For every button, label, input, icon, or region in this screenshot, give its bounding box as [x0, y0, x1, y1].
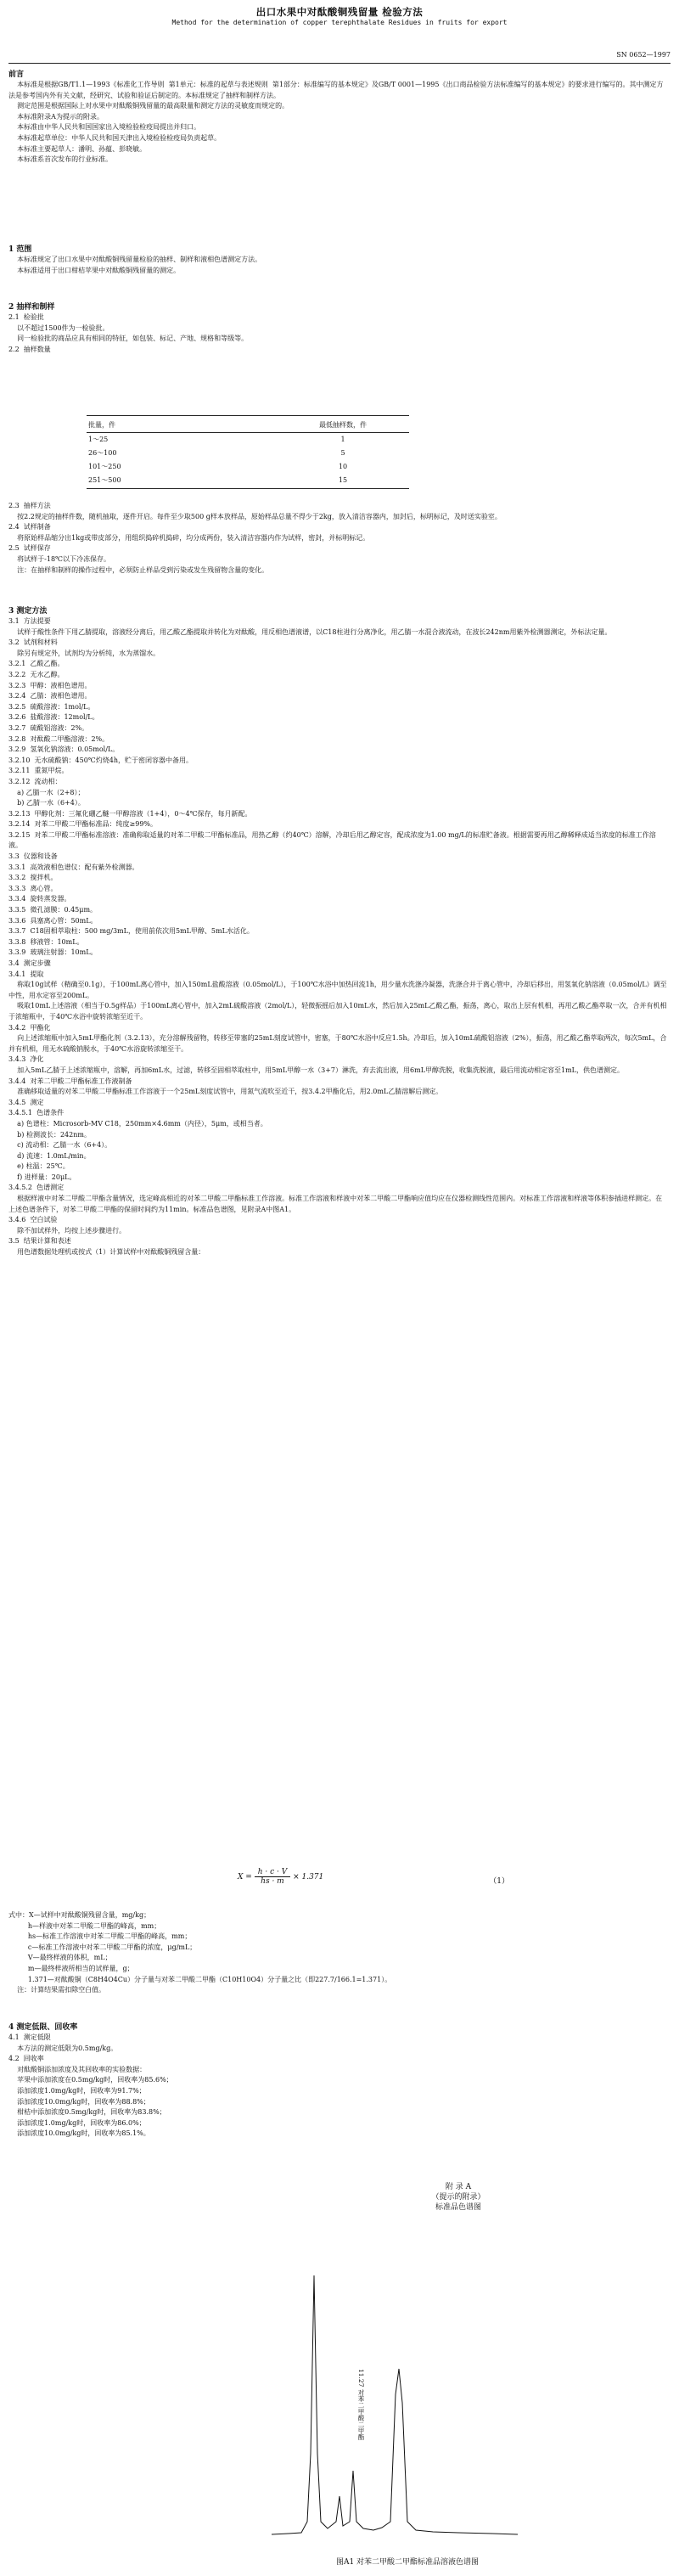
figure-caption: 图A1 对苯二甲酸二甲酯标准品溶液色谱图: [335, 2558, 480, 2567]
table-header-rule: [87, 432, 409, 433]
formula-equation-number: （1）: [489, 1877, 509, 1886]
standard-number: SN 0652—1997: [616, 51, 671, 59]
appendix-header: [373, 2182, 543, 2213]
formula-lhs: X =: [238, 1873, 252, 1881]
table-row: [88, 446, 402, 459]
table-top-rule: [87, 415, 409, 416]
formula-fraction: [255, 1868, 291, 1886]
formula-numerator: h · c · V: [255, 1868, 291, 1877]
document-subtitle: Method for the determination of copper terephthalate Residues in fruits for export: [171, 19, 508, 26]
section-4-text: 4.1 测定低限 本方法的测定低限为0.5mg/kg。 4.2 回收率 对酞酸铜添加浓度及其回收率的实验数据： 苹果中添加浓度在0.5mg/kg时，回收率为85.6%； 添加浓度1.0mg/kg时，回收率为91.7%； 添加浓度10.0mg/kg时，回收率为88.8%； 柑桔中添加浓度0.5mg/kg时，回收率为83.8%； 添加浓度1.0mg/kg时，回收率为86.0%； 添加浓度10.0mg/kg时，回收率为85.1%。: [8, 2033, 173, 2138]
section-3-heading: 3 测定方法: [8, 607, 48, 616]
table-cell: 101～250: [88, 462, 121, 470]
section-1-heading: 1 范围: [8, 245, 32, 254]
table-cell: 1: [340, 435, 345, 443]
table-row: [88, 459, 402, 473]
section-3-text: 3.1 方法提要 试样于酸性条件下用乙腈提取，溶液经分离后，用乙酸乙酯提取并转化为对酞酸，用反相色谱液谱，以C18柱进行分离净化，用乙腈一水混合液流动，在波长242nm用紫外检测器测定，外标法定量。 3.2 试剂和材料 除另有规定外，试剂均为分析纯，水为蒸馏水。 3.2.1 乙酸乙酯。 3.2.2 无水乙醇。 3.2.3 甲醇：液相色谱用。 3.2.4 乙腈：液相色谱用。 3.2.5 硫酸溶液：1mol/L。 3.2.6 盐酸溶液：12mol/L。 3.2.7 硫酸铝溶液：2%。 3.2.8 对酞酸二甲酯溶液：2%。 3.2.9 氢氧化钠溶液：0.05mol/L。 3.2.10 无水硫酸钠：450℃灼烧4h，贮于密闭容器中备用。 3.2.11 重氮甲烷。 3.2.12 流动相： a) 乙腈一水（2+8）； b) 乙腈一水（6+4）。 3.2.13 甲醇化剂：三氟化硼乙醚一甲醇溶液（1+4），0～4℃保存，每月新配。 3.2.14 对苯二甲酸二甲酯标准品：纯度≥99%。 3.2.15 对苯二甲酸二甲酯标准溶液：准确称取适量的对苯二甲酸二甲酯标准品，用热乙醇（约40℃）溶解，冷却后用乙醇定容，配成浓度为1.00 mg/L的标准贮备液。根据需要再用乙醇稀释成适当浓度的标准工作溶液。 3.3 仪器和设备 3.3.1 高效液相色谱仪：配有紫外检测器。 3.3.2 搅拌机。 3.3.3 离心管。 3.3.4 旋转蒸发器。 3.3.5 微孔滤膜：0.45μm。 3.3.6 具塞离心管：50mL。 3.3.7 C18固相萃取柱：500 mg/3mL，使用前依次用5mL甲醇、5mL水活化。 3.3.8 移液管：10mL。 3.3.9 玻璃注射器：10mL。 3.4 测定步骤 3.4.1 提取 称取10g试样（精确至0.1g），于100mL离心管中，加入150mL盐酸溶液（0.05mol/L），于100℃水浴中加热回流1h，用少量水洗涤冷凝器，洗涤合并于离心管中，冷却后移出，用氢氧化钠溶液（0.05mol/L）调至中性，用水定容至200mL。 吸取10mL上述溶液（相当于0.5g样品）于100mL离心管中，加入2mL硫酸溶液（2mol/L），轻微振摇后加入10mL水，然后加入25mL乙酸乙酯，振荡，离心，取出上层有机相，再用乙酸乙酯萃取一次，合并有机相于浓缩瓶中，于40℃水浴中旋转浓缩至近干。 3.4.2 甲酯化 向上述浓缩瓶中加入5mL甲酯化剂（3.2.13），充分溶解残留物，转移至带塞的25mL刻度试管中，密塞，于80℃水浴中反应1.5h。冷却后，加入10mL硫酸铝溶液（2%），振荡，用乙酸乙酯萃取两次，每次5mL，合并有机相，用无水硫酸钠脱水，于40℃水浴旋转浓缩至干。 3.4.3 净化 加入5mL乙腈于上述浓缩瓶中，溶解，再加6mL水，过滤，转移至固相萃取柱中，用5mL甲醇一水（3+7）淋洗，弃去流出液，用6mL甲醇洗脱，收集洗脱液，最后用流动相定容至1mL，供色谱测定。 3.4.4 对苯二甲酸二甲酯标准工作液制备 准确移取适量的对苯二甲酸二甲酯标准工作溶液于一个25mL刻度试管中，用氮气流吹至近干，按3.4.2甲酯化后，用2.0mL乙腈溶解后测定。 3.4.5 测定 3.4.5.1 色谱条件 a) 色谱柱：Microsorb-MV C18，250mm×4.6mm（内径），5μm，或相当者。 b) 检测波长：242nm。 c) 流动相：乙腈一水（6+4）。 d) 流速：1.0mL/min。 e) 柱温：25℃。 f) 进样量：20μL。 3.4.5.2 色谱测定 根据样液中对苯二甲酸二甲酯含量情况，选定峰高相近的对苯二甲酸二甲酯标准工作溶液。标准工作溶液和样液中对苯二甲酸二甲酯响应值均应在仪器检测线性范围内。对标准工作溶液和样液等体积参插进样测定。在上述色谱条件下，对苯二甲酸二甲酯的保留时间约为11min。标准品色谱图，见附录A中图A1。 3.4.6 空白试验 除不加试样外，均按上述步骤进行。 3.5 结果计算和表述 用色谱数据处理机或按式（1）计算试样中对酞酸铜残留含量：: [8, 617, 667, 1257]
section-4-heading: 4 测定低限、回收率: [8, 2023, 78, 2032]
table-cell: 10: [338, 462, 348, 470]
appendix-title: 标准品色谱图: [435, 2203, 481, 2212]
appendix-type: （提示的附录）: [431, 2193, 485, 2202]
formula-denominator: hs · m: [261, 1877, 284, 1886]
table-cell: 251～500: [88, 475, 121, 484]
peak-label: 11.27 对苯二甲酸二甲酯: [357, 2369, 365, 2440]
formula-explanation: 式中：X—试样中对酞酸铜残留含量，mg/kg； h—样液中对苯二甲酸二甲酯的峰高，mm； hs—标准工作溶液中对苯二甲酸二甲酯的峰高，mm； c—标准工作溶液中对苯二甲酸二甲酯的浓度，μg/mL； V—最终样液的体积，mL； m—最终样液所相当的试样量，g； 1.371—对酞酸铜（C8H4O4Cu）分子量与对苯二甲酸二甲酯（C10H10O4）分子量之比（即227.7/166.1=1.371）。 注：计算结果需扣除空白值。: [8, 1911, 392, 1994]
table-row: [88, 432, 402, 446]
table-row: [88, 473, 402, 487]
section-2-text-a: 2.1 检验批 以不超过1500件为一检验批。 同一检验批的商品应具有相同的特征，如包装、标记、产地、规格和等级等。 2.2 抽样数量: [8, 313, 249, 353]
foreword-heading: 前言: [8, 70, 25, 79]
section-2-text-b: 2.3 抽样方法 按2.2规定的抽样件数，随机抽取，逐件开启。每件至少取500 g样本放样品，原始样品总量不得少于2kg，放入清洁容器内，加封后，标明标记，及时送实验室。 2.4 试样制备 将原始样品缩分出1kg或带皮部分，用组织捣碎机捣碎，均分成两份，装入清洁容器内作为试样，密封，并标明标记。 2.5 试样保存 将试样于-18℃以下冷冻保存。 注：在抽样和制样的操作过程中，必须防止样品受到污染或发生残留物含量的变化。: [8, 502, 502, 574]
formula-factor: × 1.371: [293, 1873, 324, 1881]
chromatogram-figure: [255, 2241, 526, 2547]
table-header-cell: 最低抽样数，件: [319, 420, 367, 429]
table-cell: 5: [340, 448, 345, 457]
foreword-text: 本标准是根据GB/T1.1—1993《标准化工作导则 第1单元：标准的起草与表述规则 第1部分：标准编写的基本规定》及GB/T 0001—1995《出口商品检验方法标准编写的基本规定》的要求进行编写的。其中测定方法是参考国内外有关文献，经研究、试验和验证后制定的。本标准规定了抽样和制样方法。 测定范围是根据国际上对水果中对酞酸铜残留量的最高限量和测定方法的灵敏度而规定的。 本标准附录A为提示的附录。 本标准由中华人民共和国国家出入境检验检疫局提出并归口。 本标准起草单位：中华人民共和国天津出入境检验检疫局负责起草。 本标准主要起草人：潘明、孙蕴、彭晓敏。 本标准系首次发布的行业标准。: [8, 81, 664, 164]
header-rule: [8, 63, 671, 64]
table-cell: 1～25: [88, 435, 109, 443]
table-header-row: [88, 417, 402, 432]
section-1-text: 本标准规定了出口水果中对酞酸铜残留量检验的抽样、制样和液相色谱测定方法。 本标准适用于出口柑桔苹果中对酞酸铜残留量的测定。: [17, 256, 262, 274]
result-formula: [238, 1868, 509, 1886]
table-cell: 26～100: [88, 448, 117, 457]
sampling-table: [88, 417, 402, 487]
chromatogram-trace: [272, 2275, 518, 2534]
table-header-cell: 批量，件: [88, 420, 115, 429]
table-bottom-rule: [87, 488, 409, 489]
appendix-label: 附 录 A: [445, 2183, 472, 2191]
table-cell: 15: [338, 475, 348, 484]
section-2-heading: 2 抽样和制样: [8, 303, 55, 312]
document-title: 出口水果中对酞酸铜残留量 检验方法: [255, 6, 424, 18]
